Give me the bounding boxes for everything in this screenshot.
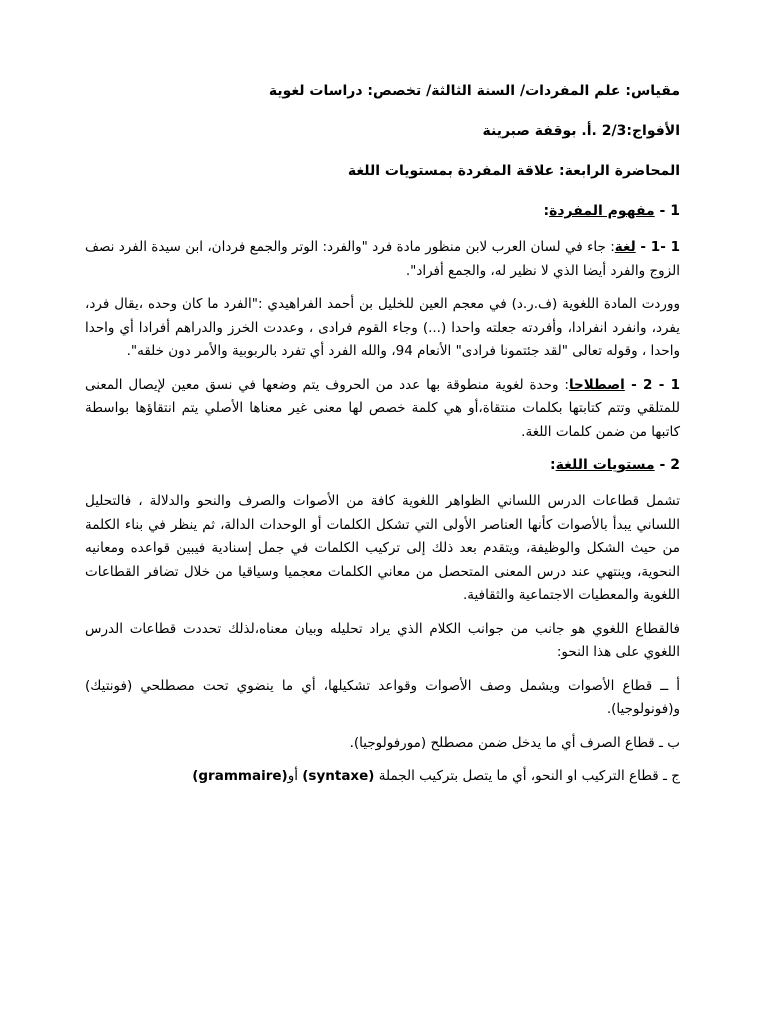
subsection-1-1-text: : جاء في لسان العرب لابن منظور مادة فرد "والفرد: الوتر والجمع فردان، ابن سيدة الفرد نصف الزوج والفرد أيضا الذي لا نظير له، والجمع أفراد".	[85, 239, 680, 279]
section-1-colon: :	[543, 203, 550, 219]
document-page	[85, 80, 680, 799]
list-item-c-prefix: ج ـ قطاع التركيب او النحو، أي ما يتصل بتركيب الجملة	[374, 768, 680, 784]
section-2-colon: :	[550, 457, 556, 473]
paragraph-linguistic-sector: فالقطاع اللغوي هو جانب من جوانب الكلام الذي يراد تحليله وبيان معناه،لذلك تحددت قطاعات الدرس اللغوي على هذا النحو:	[85, 620, 680, 660]
subsection-1-1	[85, 236, 680, 283]
subsection-1-2-term: اصطلاحا	[568, 376, 625, 393]
section-2-title: مستويات اللغة	[555, 457, 655, 473]
term-syntaxe: (syntaxe)	[302, 768, 375, 784]
subsection-1-1-term: لغة	[614, 239, 636, 255]
section-1-title: مفهوم المفردة	[549, 203, 655, 219]
section-2-number: 2 -	[654, 457, 680, 473]
list-item-b: ب ـ قطاع الصرف أي ما يدخل ضمن مصطلح (مورفولوجيا).	[349, 734, 680, 751]
list-item-c-mid: أو	[287, 768, 303, 784]
lecture-title: المحاضرة الرابعة: علاقة المفردة بمستويات اللغة	[347, 163, 680, 179]
section-2-heading	[85, 454, 680, 476]
paragraph-language-levels: تشمل قطاعات الدرس اللساني الظواهر اللغوية كافة من الأصوات والصرف والنحو والدلالة ، فالتحليل اللساني يبدأ بالأصوات كأنها العناصر الأولى التي تشكل الكلمات أو الوحدات الدالة، ثم ينظر في بناء الكلمة من حيث الشكل والوظيفة، ويتقدم بعد ذلك إلى تركيب الكلمات في جمل إسنادية فيبين قواعده ومعانيه النحوية، وينتهي عند درس المعنى المتحصل من معاني الكلمات معجميا وسياقيا من خلال تضافر القطاعات اللغوية والمعطيات الاجتماعية والثقافية.	[85, 493, 680, 603]
subsection-1-2	[85, 374, 680, 445]
groups-header: الأفواج:2/3 .أ. بوقفة صبرينة	[482, 123, 680, 139]
subsection-1-2-number: 1 - 2 -	[624, 376, 680, 393]
section-1-heading	[85, 200, 680, 222]
subsection-1-1-number: 1 -1 -	[635, 239, 680, 255]
term-grammaire: (grammaire)	[192, 768, 288, 784]
list-item-c	[85, 765, 680, 789]
subsection-1-2-text: : وحدة لغوية منطوقة بها عدد من الحروف يتم وضعها في نسق معين لإيصال المعنى للمتلقي وتتم كتابتها بكلمات منتقاة،أو هي كلمة خصص لها معنى غير معناها الأصلي يتم انتقاؤها بواسطة كاتبها من ضمن كلمات اللغة.	[85, 376, 680, 440]
paragraph-ain-dictionary: ووردت المادة اللغوية (ف.ر.د) في معجم العين للخليل بن أحمد الفراهيدي :"الفرد ما كان وحده ،يقال فرد، يفرد، وانفرد انفرادا، وأفردته جعلته واحدا (...) وجاء القوم فرادى ، وعددت الخرز والدراهم أفرادا أي واحدا واحدا ، وقوله تعالى "لقد جئتمونا فرادى" الأنعام 94، والله الفرد أي تفرد بالربوبية والأمر دون خلقه".	[85, 296, 680, 359]
course-header: مقياس: علم المفردات/ السنة الثالثة/ تخصص: دراسات لغوية	[268, 83, 680, 99]
list-item-a: أ ــ قطاع الأصوات ويشمل وصف الأصوات وقواعد تشكيلها، أي ما ينضوي تحت مصطلحي (فونتيك) و(فونولوجيا).	[85, 677, 680, 717]
section-1-number: 1 -	[654, 203, 680, 219]
